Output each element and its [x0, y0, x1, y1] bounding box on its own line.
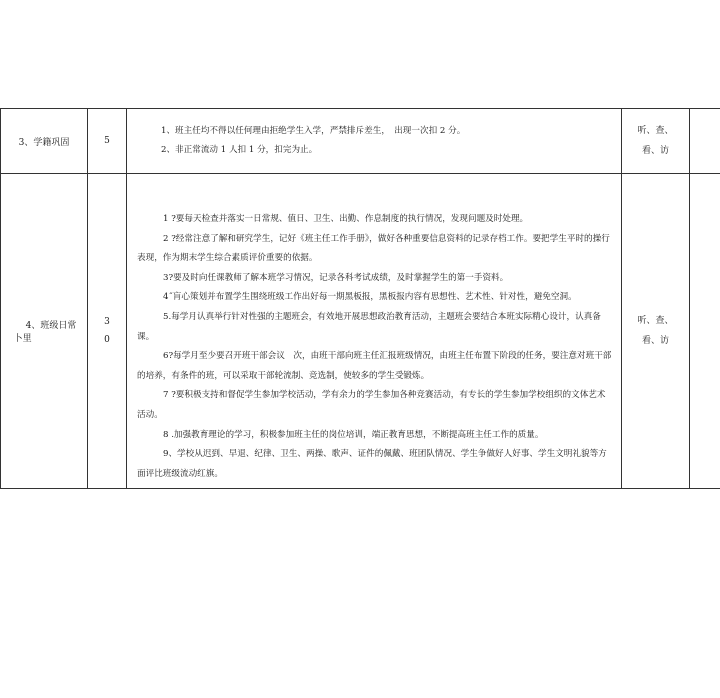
table-row: [1, 109, 720, 174]
content-line: 1、班主任均不得以任何理由拒绝学生入学，严禁排斥差生， 出现一次扣 2 分。: [161, 126, 466, 136]
content-paragraph: 6?每学月至少要召开班干部会议 次，由班干部向班主任汇报班级情况，由班主任布置下阶段的任务，要注意对班干部的培养，有条件的班，可以采取干部轮流制、竞选制，使较多的学生受锻炼。: [137, 351, 612, 381]
item-label: 3、学籍巩固: [18, 137, 70, 148]
evaluation-table: [0, 108, 720, 489]
content-line: 2、非正常流动 1 人扣 1 分，扣完为止。: [161, 145, 318, 155]
method-line: 看、访: [641, 146, 669, 156]
extra-cell: [690, 109, 720, 174]
score-value: 3: [104, 317, 110, 327]
content-paragraph: 3?要及时向任课教师了解本班学习情况，记录各科考试成绩，及时掌握学生的第一手资料。: [163, 272, 509, 283]
item-cell: [1, 109, 88, 174]
content-paragraph: 8 .加强教育理论的学习，积极参加班主任的岗位培训，端正教育思想，不断提高班主任工作的质量。: [163, 429, 544, 440]
content-cell: [127, 174, 622, 489]
content-paragraph: 7 ?要积极支持和督促学生参加学校活动，学有余力的学生参加各种竞赛活动，有专长的学生参加学校组织的文体艺术活动。: [137, 390, 606, 420]
item-label: 4、班级日常: [25, 321, 77, 331]
content-cell: [127, 109, 622, 174]
method-cell: [622, 174, 690, 489]
method-line: 看、访: [641, 336, 669, 346]
item-label-continued: 卜里: [13, 334, 32, 344]
method-line: 听、查、: [637, 316, 674, 326]
content-paragraph: 5.每学月认真举行针对性强的主题班会，有效地开展思想政治教育活动，主题班会要结合本班实际精心设计，认真备课。: [137, 311, 601, 342]
method-cell: [622, 109, 690, 174]
content-paragraph: 2 ?经常注意了解和研究学生，记好《班主任工作手册》，做好各种重要信息资料的记录存档工作。要把学生平时的操行表现，作为期末学生综合素质评价重要的依据。: [137, 233, 610, 264]
content-paragraph: 4˝肓心策划并布置学生围绕班级工作出好每一期黑板报，黑板报内容有思想性、艺术性、针对性，避免空洞。: [163, 292, 577, 303]
content-paragraph: 1 ?要每天检查并落实一日常规、值日、卫生、出勤、作息制度的执行情况，发现问题及时处理。: [163, 214, 529, 224]
table-row: [1, 174, 720, 489]
score-value: 5: [104, 136, 110, 146]
score-cell: [88, 174, 127, 489]
content-paragraph: 9、学校从迟到、早退、纪律、卫生、两操、歌声、证件的佩戴、班团队情况、学生争做好人好事、学生文明礼貌等方面评比班级流动红旗。: [137, 449, 607, 479]
method-line: 听、查、: [637, 126, 674, 136]
score-cell: [88, 109, 127, 174]
score-value-continued: 0: [104, 335, 110, 345]
extra-cell: [690, 174, 720, 489]
item-cell: [1, 174, 88, 489]
